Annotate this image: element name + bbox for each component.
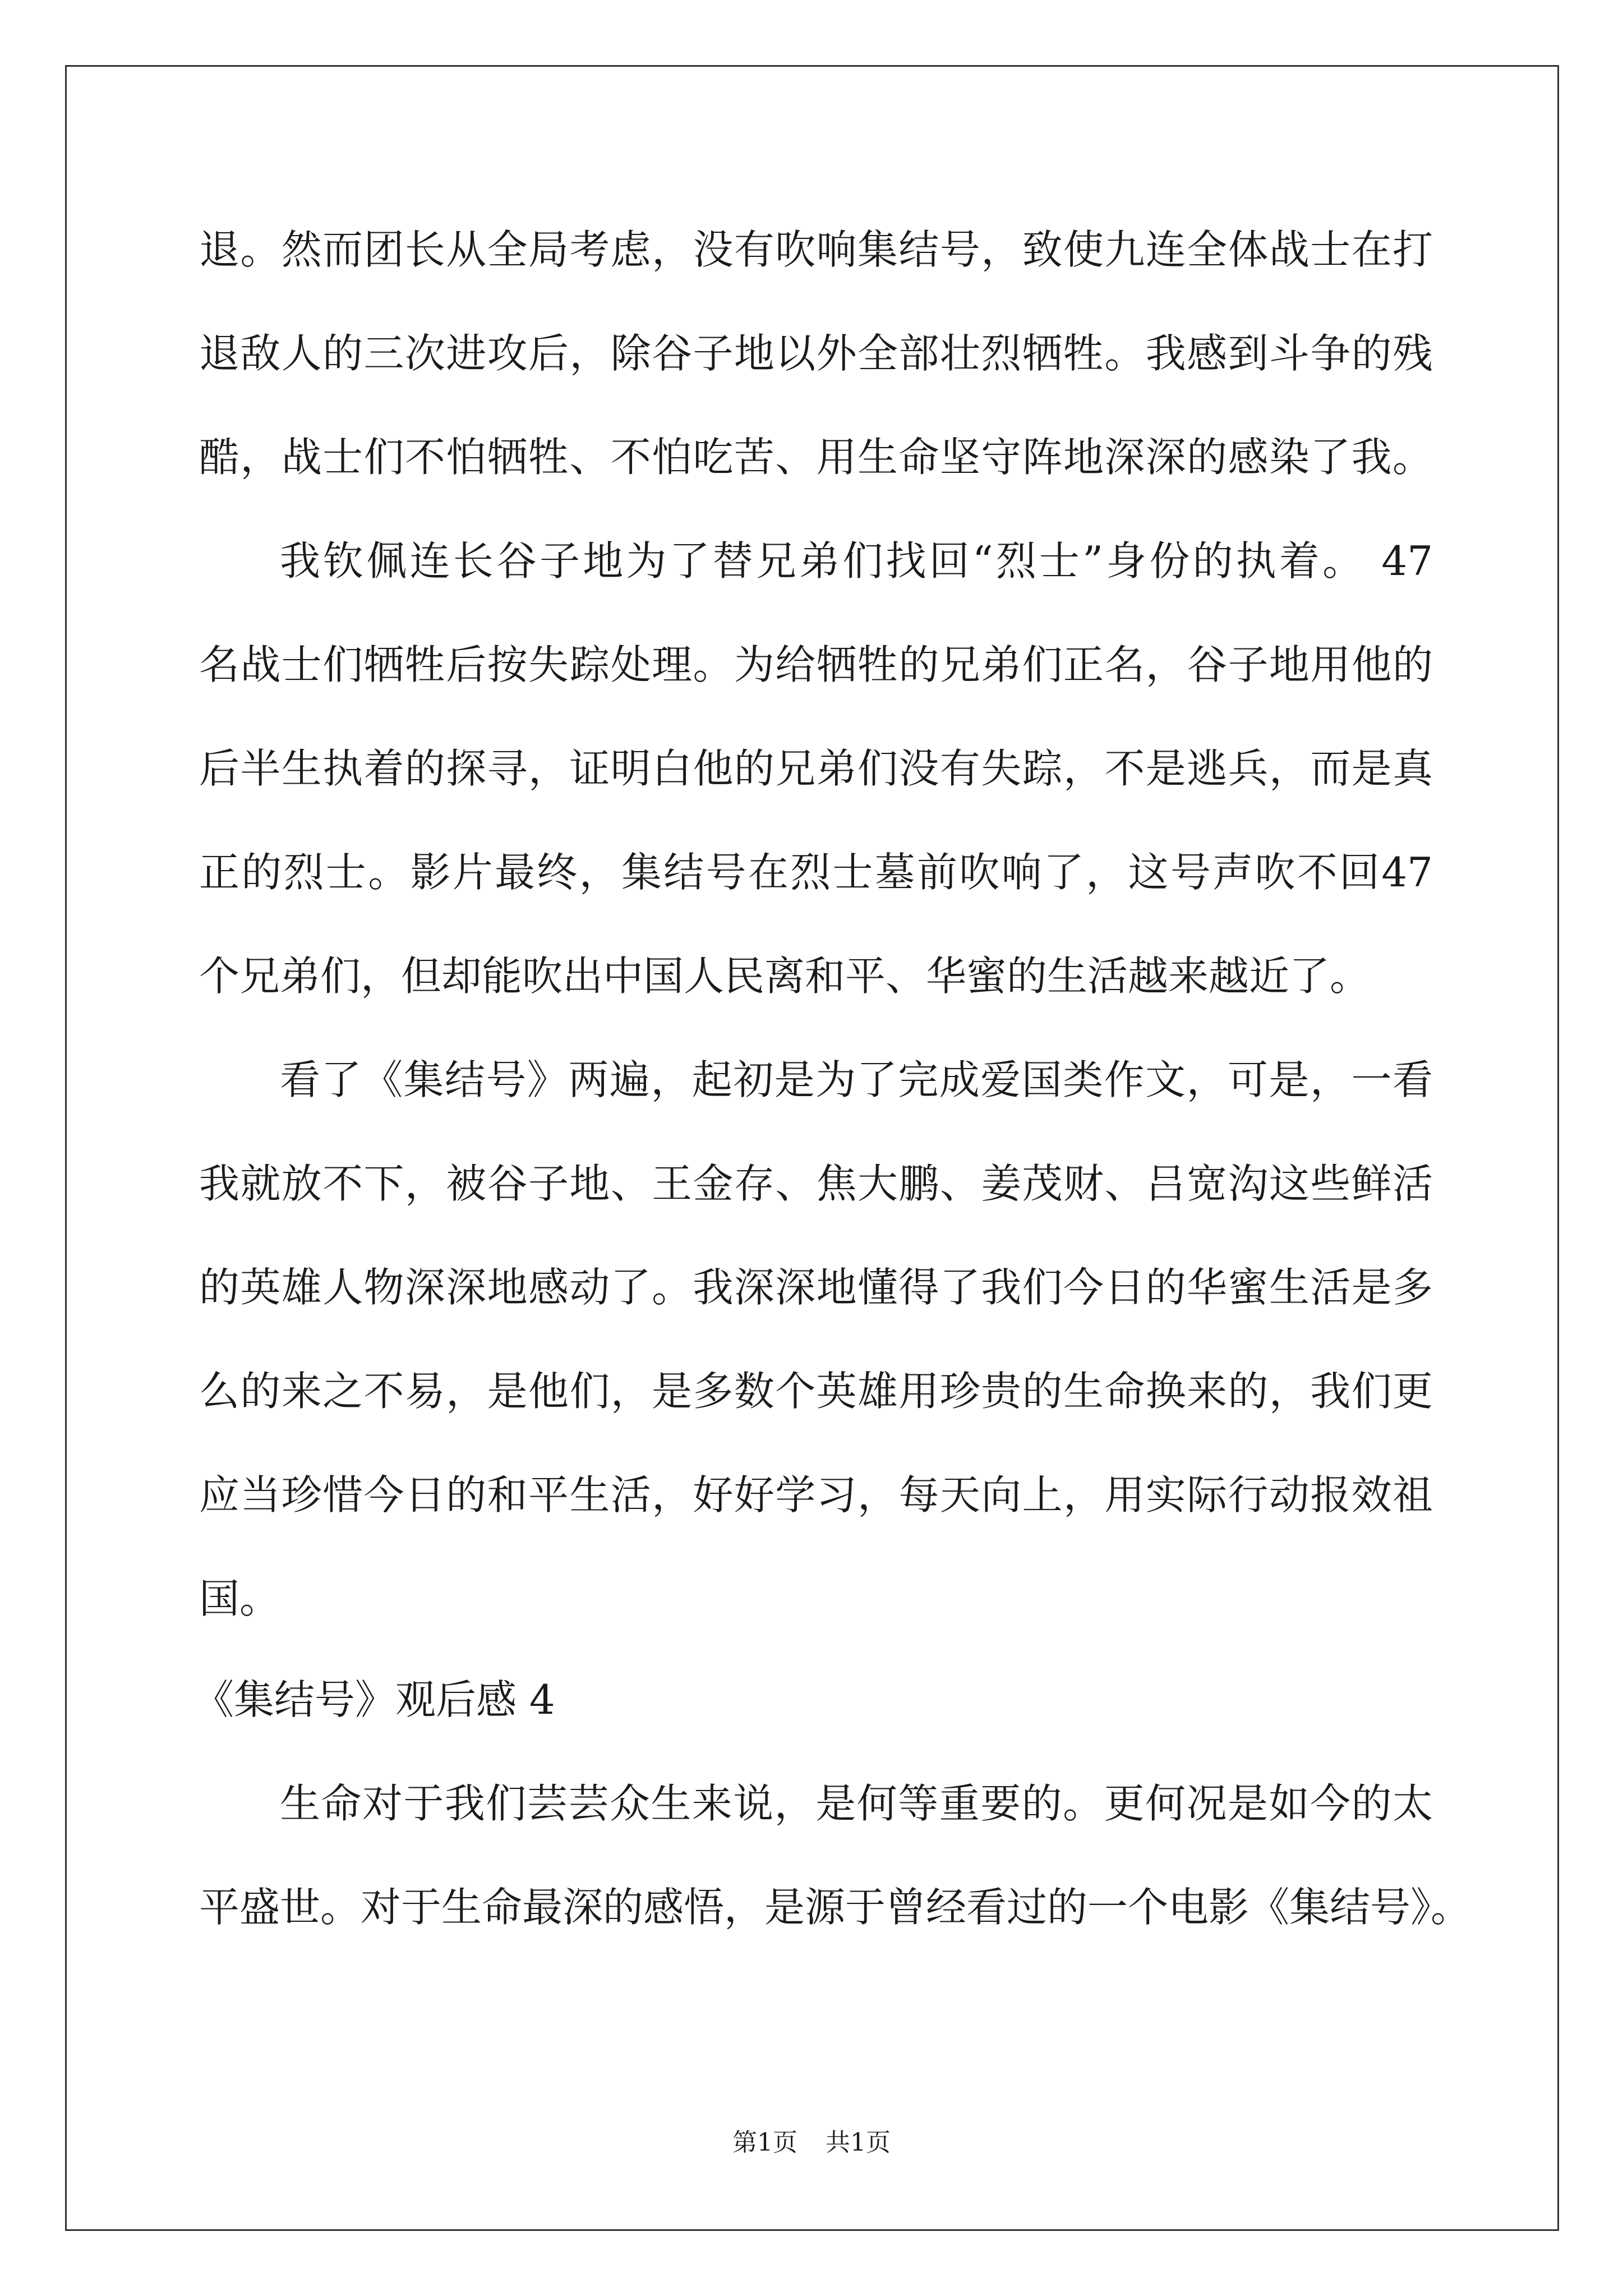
page-footer <box>0 2126 1623 2160</box>
paragraph-line: 我钦佩连长谷子地为了替兄弟们找回“烈士”身份的执着。 47 <box>280 537 1433 585</box>
paragraph-line: 名战士们牺牲后按失踪处理。为给牺牲的兄弟们正名，谷子地用他的 <box>199 641 1433 688</box>
paragraph-line: 平盛世。对于生命最深的感悟，是源于曾经看过的一个电影《集结号》。 <box>199 1884 1472 1931</box>
paragraph-line: 我就放不下，被谷子地、王金存、焦大鹏、姜茂财、吕宽沟这些鲜活 <box>199 1160 1433 1207</box>
paragraph-line: 么的来之不易，是他们，是多数个英雄用珍贵的生命换来的，我们更 <box>199 1368 1433 1415</box>
paragraph-line: 国。 <box>199 1575 280 1622</box>
paragraph-line: 酷，战士们不怕牺牲、不怕吃苦、用生命坚守阵地深深的感染了我。 <box>199 434 1433 481</box>
paragraph-line: 应当珍惜今日的和平生活，好好学习，每天向上，用实际行动报效祖 <box>199 1471 1433 1519</box>
paragraph-line: 生命对于我们芸芸众生来说，是何等重要的。更何况是如今的太 <box>280 1780 1433 1827</box>
paragraph-line: 退敌人的三次进攻后，除谷子地以外全部壮烈牺牲。我感到斗争的残 <box>199 330 1433 377</box>
paragraph-line: 退。然而团长从全局考虑，没有吹响集结号，致使九连全体战士在打 <box>199 226 1433 273</box>
paragraph-line: 正的烈士。影片最终，集结号在烈士墓前吹响了，这号声吹不回47 <box>199 849 1433 896</box>
paragraph-line: 个兄弟们，但却能吹出中国人民离和平、华蜜的生活越来越近了。 <box>199 953 1371 1000</box>
paragraph-line: 的英雄人物深深地感动了。我深深地懂得了我们今日的华蜜生活是多 <box>199 1264 1433 1311</box>
page-number-total: 共1页 <box>826 2128 891 2157</box>
page-number-current: 第1页 <box>732 2128 797 2157</box>
paragraph-line: 看了《集结号》两遍，起初是为了完成爱国类作文，可是，一看 <box>280 1056 1433 1103</box>
paragraph-line: 后半生执着的探寻，证明白他的兄弟们没有失踪，不是逃兵，而是真 <box>199 745 1433 792</box>
section-heading: 《集结号》观后感 4 <box>193 1676 555 1723</box>
